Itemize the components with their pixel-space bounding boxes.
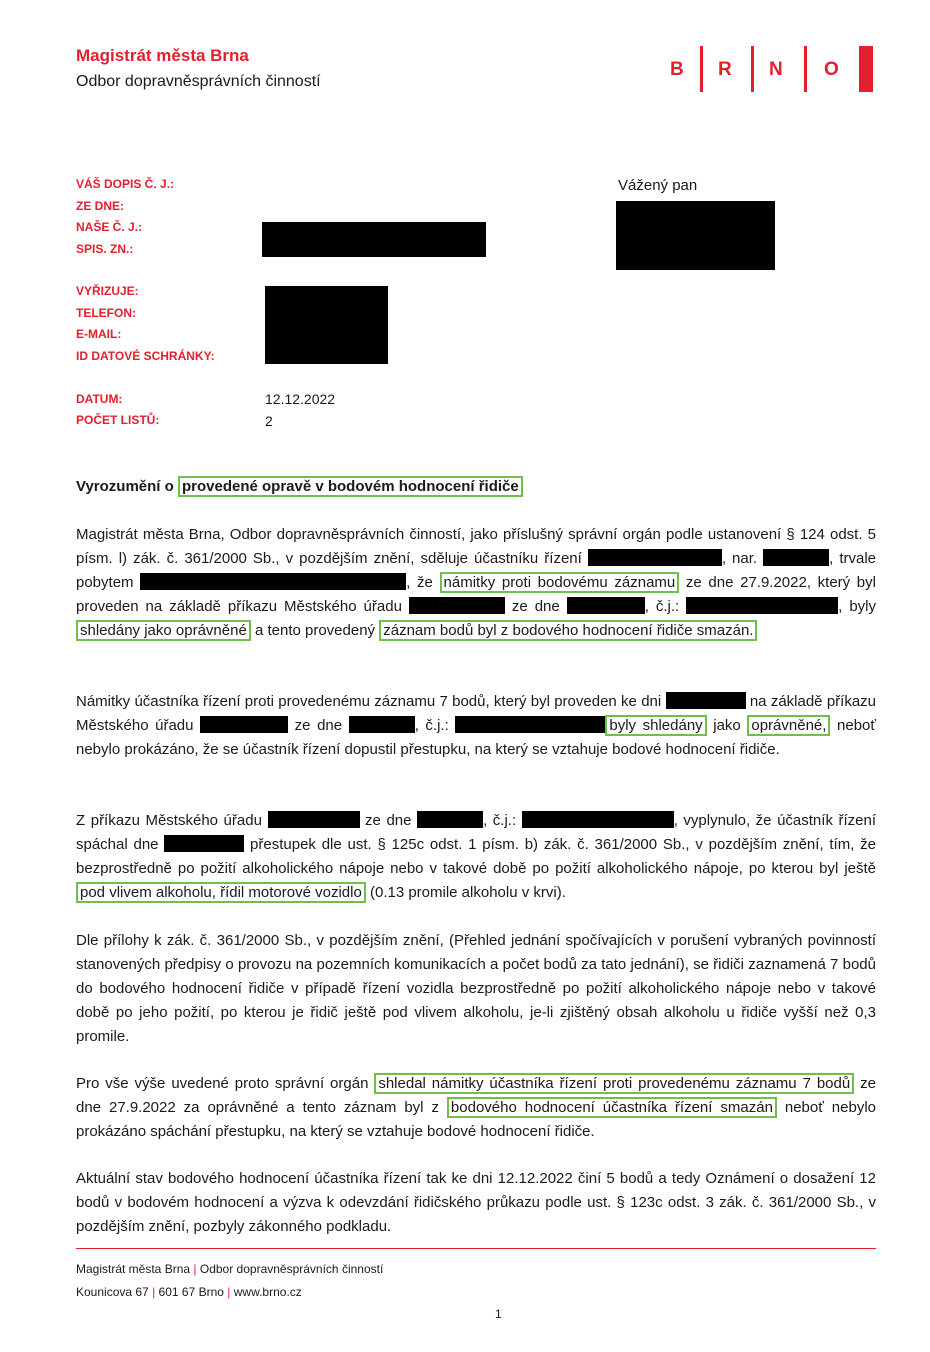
highlight-under-influence: pod vlivem alkoholu, řídil motorové vozidlo [76, 882, 366, 903]
footer-line-1: Magistrát města Brna | Odbor dopravněsprávních činností [76, 1262, 384, 1276]
highlight-record-deleted: záznam bodů byl z bodového hodnocení řidiče smazán. [379, 620, 757, 641]
redacted-case-number [455, 716, 605, 733]
logo-letter-r: R [718, 59, 732, 80]
org-name: Magistrát města Brna [76, 46, 249, 65]
redacted-date [417, 811, 483, 828]
label-date: DATUM: [76, 392, 123, 406]
highlight-were-found: byly shledány [605, 715, 706, 736]
label-your-letter: VÁŠ DOPIS Č. J.: [76, 177, 175, 191]
salutation: Vážený pan [618, 177, 698, 194]
department-name: Odbor dopravněsprávních činností [76, 73, 321, 90]
label-phone: TELEFON: [76, 305, 136, 320]
page-count-value: 2 [265, 413, 273, 429]
label-handled-by: VYŘIZUJE: [76, 284, 139, 298]
redacted-recipient-address [616, 201, 775, 270]
contact-labels [76, 281, 215, 367]
paragraph-3: Z příkazu Městského úřadu ze dne , č.j.: , vyplynulo, že účastník řízení spáchal dne přestupek dle ust. § 125c odst. 1 písm. b) zák. č. 361/2000 Sb., v pozdějším znění, tím, že bezprostředně po požití alkoholického nápoje nebo v takové době po požití alkoholického nápoje, po kterou byl ještě pod vlivem alkoholu, řídil motorové vozidlo (0.13 promile alkoholu v krvi). [76, 812, 877, 901]
document-title: Vyrozumění o provedené opravě v bodovém hodnocení řidiče [76, 478, 523, 495]
footer-website[interactable]: www.brno.cz [233, 1285, 302, 1299]
redacted-date [164, 835, 244, 852]
highlight-objections-found: shledal námitky účastníka řízení proti provedenému záznamu 7 bodů [374, 1073, 854, 1094]
redacted-office [200, 716, 288, 733]
paragraph-1: Magistrát města Brna, Odbor dopravněsprávních činností, jako příslušný správní orgán podle ustanovení § 124 odst. 5 písm. l) zák. č. 361/2000 Sb., v pozdějším znění, sděluje účastníku řízení , nar. , trvale pobytem , že námitky proti bodovému záznamu ze dne 27.9.2022, který byl proveden na základě příkazu Městského úřadu ze dne , č.j.: , byly shledány jako oprávněné a tento provedený záznam bodů byl z bodového hodnocení řidiče smazán. [76, 526, 877, 639]
label-file-ref: SPIS. ZN.: [76, 241, 134, 256]
paragraph-6: Aktuální stav bodového hodnocení účastníka řízení tak ke dni 12.12.2022 činí 5 bodů a tedy Oznámení o dosažení 12 bodů v bodovém hodnocení a výzva k odevzdání řidičského průkazu podle ust. § 123c odst. 3 zák. č. 361/2000 Sb., v pozdějším znění, pozbyly zákonného podkladu. [76, 1170, 876, 1235]
redacted-name [588, 549, 722, 566]
ref-labels [76, 174, 174, 260]
redacted-date [567, 597, 645, 614]
brno-logo [668, 46, 873, 92]
redacted-reference [262, 222, 486, 257]
paragraph-5: Pro vše výše uvedené proto správní orgán shledal námitky účastníka řízení proti provedenému záznamu 7 bodů ze dne 27.9.2022 za oprávněné a tento záznam byl z bodového hodnocení účastníka řízení smazán neboť nebylo prokázáno spáchání přestupku, na který se vztahuje bodové hodnocení řidiče. [76, 1075, 877, 1140]
highlight-found-justified: shledány jako oprávněné [76, 620, 251, 641]
paragraph-4: Dle přílohy k zák. č. 361/2000 Sb., v pozdějším znění, (Přehled jednání spočívajících v porušení vybraných povinností stanovených předpisy o provozu na pozemních komunikacích a počet bodů za tato jednání), se řidiči zaznamená 7 bodů do bodového hodnocení řidiče v případě řízení vozidla bezprostředně po požití alkoholického nápoje nebo v takové době po jeho požití, po kterou je řidič ještě pod vlivem alkoholu, je-li zjištěný obsah alkoholu u řidiče vyšší než 0,3 promile. [76, 932, 876, 1045]
logo-letter-n: N [769, 59, 783, 80]
redacted-address [140, 573, 406, 590]
label-page-count: POČET LISTŮ: [76, 413, 160, 427]
footer-rule [76, 1248, 876, 1249]
title-highlight: provedené opravě v bodovém hodnocení řidiče [178, 476, 523, 497]
redacted-birthdate [763, 549, 829, 566]
highlight-objections: námitky proti bodovému záznamu [440, 572, 680, 593]
highlight-justified: oprávněné, [747, 715, 830, 736]
redacted-date [666, 692, 746, 709]
redacted-contact [265, 286, 388, 364]
logo-letter-o: O [824, 59, 839, 80]
highlight-deleted-from-record: bodového hodnocení účastníka řízení smazán [447, 1097, 777, 1118]
redacted-office [409, 597, 505, 614]
paragraph-2: Námitky účastníka řízení proti provedenému záznamu 7 bodů, který byl proveden ke dni na základě příkazu Městského úřadu ze dne , č.j.: byly shledány jako oprávněné, neboť nebylo prokázáno, že se účastník řízení dopustil přestupku, na který se vztahuje bodové hodnocení řidiče. [76, 693, 877, 758]
label-our-ref: NAŠE Č. J.: [76, 220, 143, 234]
redacted-case-number [522, 811, 674, 828]
label-email: E-MAIL: [76, 327, 122, 341]
redacted-case-number [686, 597, 838, 614]
redacted-office [268, 811, 360, 828]
page-number: 1 [495, 1307, 502, 1321]
label-data-box: ID DATOVÉ SCHRÁNKY: [76, 348, 215, 363]
label-from-date: ZE DNE: [76, 198, 124, 213]
logo-letter-b: B [670, 59, 684, 80]
date-value: 12.12.2022 [265, 391, 336, 407]
redacted-date [349, 716, 415, 733]
footer-line-2: Kounicova 67 | 601 67 Brno | www.brno.cz [76, 1285, 302, 1299]
